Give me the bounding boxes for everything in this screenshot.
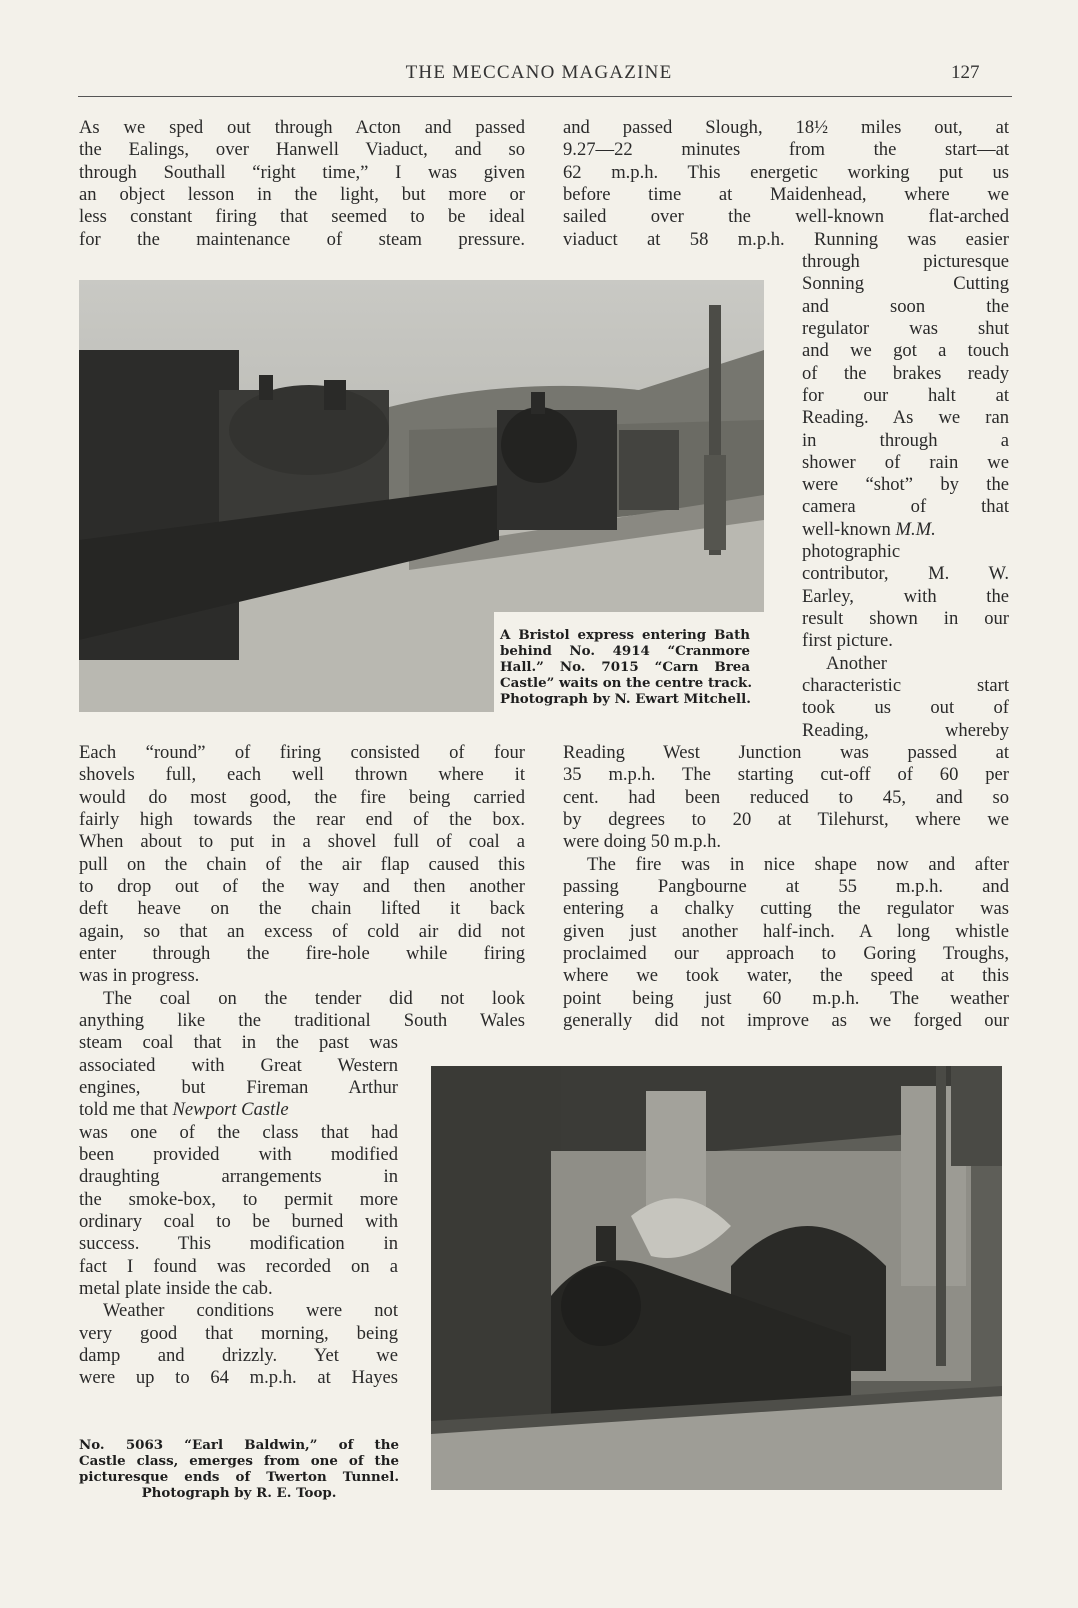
col2-narrow-line: through picturesque — [802, 251, 1009, 272]
caption-1-line: A Bristol express entering Bath — [500, 627, 750, 643]
col2-narrow-line: Another — [826, 653, 887, 674]
col1-narrow-line: success. This modification in — [79, 1233, 398, 1254]
col1-mid-line: anything like the traditional South Wales — [79, 1010, 525, 1031]
col1-top-line: less constant firing that seemed to be ideal — [79, 206, 525, 227]
col2-narrow-line — [802, 519, 1009, 541]
col1-mid-line: shovels full, each well thrown where it — [79, 764, 525, 785]
col1-top-line: As we sped out through Acton and passed — [79, 117, 525, 138]
text-fragment: told me that — [79, 1099, 173, 1120]
col2-narrow-line: and soon the — [802, 296, 1009, 317]
col2-mid-line: by degrees to 20 at Tilehurst, where we — [563, 809, 1009, 830]
col2-mid-line: given just another half-inch. A long whistle — [563, 921, 1009, 942]
col1-mid-line: would do most good, the fire being carried — [79, 787, 525, 808]
col2-narrow-line: photographic — [802, 541, 901, 562]
col2-mid-line: entering a chalky cutting the regulator was — [563, 898, 1009, 919]
caption-2-line: picturesque ends of Twerton Tunnel. — [79, 1469, 399, 1485]
col2-mid-line: proclaimed our approach to Goring Troughs, — [563, 943, 1009, 964]
col2-top-line: sailed over the well-known flat-arched — [563, 206, 1009, 227]
col2-mid-line: 35 m.p.h. The starting cut-off of 60 per — [563, 764, 1009, 785]
col2-narrow-line: first picture. — [802, 630, 893, 651]
col2-top-line: and passed Slough, 18½ miles out, at — [563, 117, 1009, 138]
caption-2-line: Photograph by R. E. Toop. — [141, 1485, 337, 1501]
col2-mid-line: cent. had been reduced to 45, and so — [563, 787, 1009, 808]
col1-mid-line: pull on the chain of the air flap caused this — [79, 854, 525, 875]
col2-top-line: before time at Maidenhead, where we — [563, 184, 1009, 205]
col1-narrow-line: the smoke-box, to permit more — [79, 1189, 398, 1210]
caption-1-line: Photograph by N. Ewart Mitchell. — [500, 691, 751, 707]
col2-narrow-line: result shown in our — [802, 608, 1009, 629]
col1-narrow-line — [79, 1099, 398, 1121]
col1-narrow-line: were up to 64 m.p.h. at Hayes — [79, 1367, 398, 1388]
col1-narrow-line: draughting arrangements in — [79, 1166, 398, 1187]
col2-mid-line: where we took water, the speed at this — [563, 965, 1009, 986]
text-fragment: well-known — [802, 519, 896, 540]
col2-narrow-line: regulator was shut — [802, 318, 1009, 339]
col1-mid-line: The coal on the tender did not look — [103, 988, 525, 1009]
col1-narrow-line: steam coal that in the past was — [79, 1032, 398, 1053]
col1-narrow-line: was one of the class that had — [79, 1122, 398, 1143]
caption-1-line: Hall.” No. 7015 “Carn Brea — [500, 659, 750, 675]
col1-narrow-line: Weather conditions were not — [103, 1300, 398, 1321]
col1-mid-line: to drop out of the way and then another — [79, 876, 525, 897]
col2-narrow-line: Earley, with the — [802, 586, 1009, 607]
col1-narrow-line: metal plate inside the cab. — [79, 1278, 273, 1299]
col1-mid-line: Each “round” of firing consisted of four — [79, 742, 525, 763]
col2-narrow-line: and we got a touch — [802, 340, 1009, 361]
col2-mid-line: Reading West Junction was passed at — [563, 742, 1009, 763]
photo-twerton-tunnel — [431, 1066, 1002, 1490]
col1-top-line: for the maintenance of steam pressure. — [79, 229, 525, 250]
caption-2-line: No. 5063 “Earl Baldwin,” of the — [79, 1437, 399, 1453]
col1-top-line: through Southall “right time,” I was given — [79, 162, 525, 183]
header-rule — [78, 96, 1012, 97]
col2-narrow-line: characteristic start — [802, 675, 1009, 696]
col1-mid-line: again, so that an excess of cold air did not — [79, 921, 525, 942]
col1-narrow-line: fact I found was recorded on a — [79, 1256, 398, 1277]
col1-mid-line: When about to put in a shovel full of coal a — [79, 831, 525, 852]
magazine-title: THE MECCANO MAGAZINE — [405, 62, 673, 83]
col2-narrow-line: Reading, whereby — [802, 720, 1009, 741]
col1-narrow-line: been provided with modified — [79, 1144, 398, 1165]
caption-2-line: Castle class, emerges from one of the — [79, 1453, 399, 1469]
col1-top-line: the Ealings, over Hanwell Viaduct, and so — [79, 139, 525, 160]
italic-fragment: Newport Castle — [172, 1099, 289, 1120]
col2-mid-line: generally did not improve as we forged our — [563, 1010, 1009, 1031]
col2-top-line: viaduct at 58 m.p.h. Running was easier — [563, 229, 1009, 250]
col1-top-line: an object lesson in the light, but more or — [79, 184, 525, 205]
col1-mid-line: was in progress. — [79, 965, 200, 986]
col1-mid-line: enter through the fire-hole while firing — [79, 943, 525, 964]
col2-mid-line: passing Pangbourne at 55 m.p.h. and — [563, 876, 1009, 897]
col2-narrow-line: took us out of — [802, 697, 1009, 718]
col1-narrow-line: damp and drizzly. Yet we — [79, 1345, 398, 1366]
col1-narrow-line: ordinary coal to be burned with — [79, 1211, 398, 1232]
col2-mid-line: The fire was in nice shape now and after — [587, 854, 1009, 875]
col2-mid-line: were doing 50 m.p.h. — [563, 831, 722, 852]
col2-narrow-line: camera of that — [802, 496, 1009, 517]
col2-narrow-line: shower of rain we — [802, 452, 1009, 473]
col2-narrow-line: for our halt at — [802, 385, 1009, 406]
col2-mid-line: point being just 60 m.p.h. The weather — [563, 988, 1009, 1009]
col2-narrow-line: Sonning Cutting — [802, 273, 1009, 294]
col2-top-line: 9.27—22 minutes from the start—at — [563, 139, 1009, 160]
col1-mid-line: fairly high towards the rear end of the box. — [79, 809, 525, 830]
col2-top-line: 62 m.p.h. This energetic working put us — [563, 162, 1009, 183]
col1-narrow-line: associated with Great Western — [79, 1055, 398, 1076]
col2-narrow-line: Reading. As we ran — [802, 407, 1009, 428]
italic-fragment: M.M. — [895, 519, 936, 540]
col1-narrow-line: very good that morning, being — [79, 1323, 398, 1344]
page-number: 127 — [951, 62, 980, 83]
col2-narrow-line: of the brakes ready — [802, 363, 1009, 384]
col1-narrow-line: engines, but Fireman Arthur — [79, 1077, 398, 1098]
col2-narrow-line: contributor, M. W. — [802, 563, 1009, 584]
caption-1-line: behind No. 4914 “Cranmore — [500, 643, 750, 659]
caption-1-line: Castle” waits on the centre track. — [500, 675, 752, 691]
col2-narrow-line: in through a — [802, 430, 1009, 451]
col1-mid-line: deft heave on the chain lifted it back — [79, 898, 525, 919]
col2-narrow-line: were “shot” by the — [802, 474, 1009, 495]
